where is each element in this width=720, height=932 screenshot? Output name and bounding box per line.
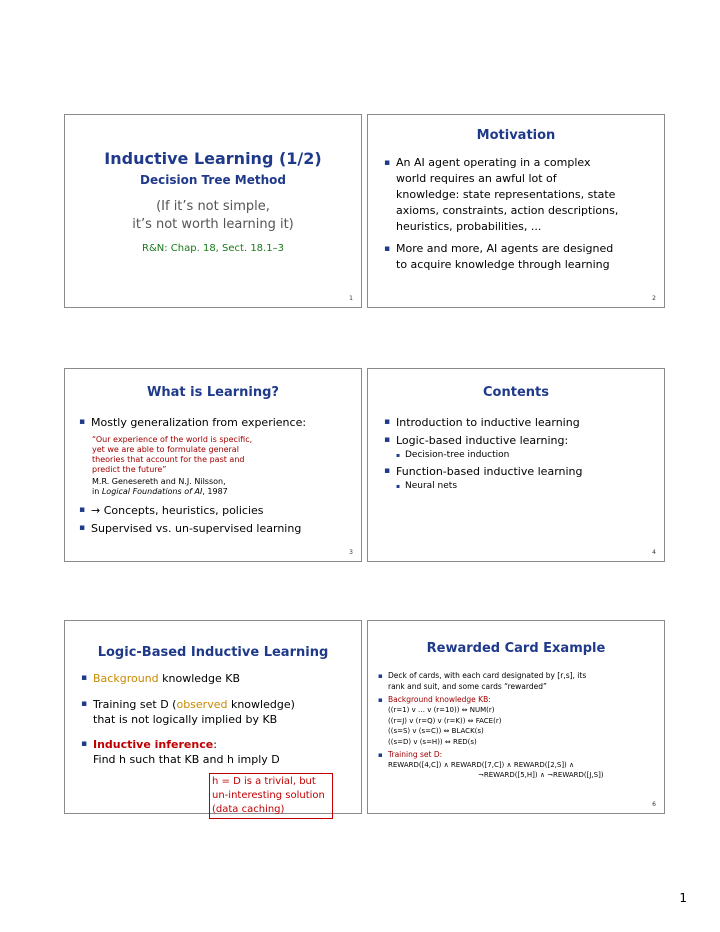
- bullet-2-line: ▪ More and more, AI agents are designed: [396, 242, 614, 255]
- bullet-1: ▪ Mostly generalization from experience:: [91, 415, 306, 430]
- bullet-1-rest: knowledge KB: [158, 672, 241, 685]
- slide-number: 6: [652, 801, 656, 808]
- text: knowledge): [227, 698, 295, 711]
- sub-bullet-1: ▪ Decision-tree induction: [405, 449, 509, 462]
- bullet-2: ▪ → Concepts, heuristics, policies: [91, 503, 264, 518]
- bullet-3: ▪ Supervised vs. un-supervised learning: [91, 521, 301, 536]
- sub-bullet-2: ▪ Neural nets: [405, 480, 457, 493]
- kb-line: ((r=1) v … v (r=10)) ⇔ NUM(r): [388, 706, 495, 714]
- kb-line: ((r=J) v (r=Q) v (r=K)) ⇔ FACE(r): [388, 716, 502, 725]
- observed-word: observed: [176, 698, 228, 711]
- bullet-3-line: [93, 737, 280, 752]
- quote-line: “Our experience of the world is specific,: [92, 435, 253, 444]
- quote-line: predict the future”: [92, 465, 167, 474]
- note-line: (data caching): [212, 804, 285, 815]
- slide-title: Logic-Based Inductive Learning: [97, 645, 329, 660]
- slide-number: 3: [349, 549, 353, 556]
- bullet-2: ▪ Logic-based inductive learning:: [396, 433, 568, 448]
- text: Training set D (: [93, 698, 177, 711]
- bullet-1-line: heuristics, probabilities, ...: [396, 220, 542, 233]
- book-year: , 1987: [202, 487, 228, 496]
- bullet-3: [93, 737, 280, 767]
- bullet-3: ▪ Training set D:: [388, 750, 442, 761]
- note-box: [209, 773, 333, 819]
- kb-line: ((s=D) v (s=H)) ⇔ RED(s): [388, 737, 477, 746]
- book-title: Logical Foundations of AI: [101, 487, 203, 496]
- slide-2: [367, 114, 665, 308]
- quote-attribution: [92, 477, 228, 497]
- bullet-2-line: [93, 697, 295, 712]
- quote-line: theories that account for the past and: [92, 455, 245, 464]
- bullet-1-line: ▪ Deck of cards, with each card designated by [r,s], its: [388, 671, 587, 680]
- training-line-1: REWARD([4,C]) ∧ REWARD([7,C]) ∧ REWARD([2,S]) ∧: [388, 761, 575, 769]
- slide-title: Contents: [483, 385, 549, 400]
- page-number: 1: [679, 891, 687, 905]
- quote-line: yet we are able to formulate general: [92, 445, 239, 454]
- background-word: Background: [93, 672, 159, 685]
- bullet-1-line: axioms, constraints, action descriptions,: [396, 204, 619, 217]
- bullet-3: ▪ Function-based inductive learning: [396, 464, 583, 479]
- bullet-1: ▪ Introduction to inductive learning: [396, 415, 580, 430]
- slide-5: [64, 620, 362, 814]
- author: M.R. Genesereth and N.J. Nilsson,: [92, 477, 226, 486]
- bullet-3-line: Find h such that KB and h imply D: [93, 753, 280, 766]
- slide-title: Motivation: [476, 128, 556, 143]
- slide-3: [64, 368, 362, 562]
- slide-number: 1: [349, 295, 353, 302]
- bullet-2-line: that is not logically implied by KB: [93, 713, 278, 726]
- text: :: [213, 738, 217, 751]
- slide-title: Rewarded Card Example: [426, 641, 606, 656]
- bullet-1-line: knowledge: state representations, state: [396, 188, 616, 201]
- inductive-inference-term: Inductive inference: [93, 738, 214, 751]
- training-line-2: ¬REWARD([5,H]) ∧ ¬REWARD([J,S]): [478, 771, 604, 779]
- slide-1: [64, 114, 362, 308]
- slide-number: 4: [652, 549, 656, 556]
- kb-line: ((s=S) v (s=C)) ⇔ BLACK(s): [388, 727, 484, 735]
- kb-formulas: [388, 705, 501, 747]
- bullet-1-line: rank and suit, and some cards “rewarded”: [388, 681, 547, 691]
- bullet-2: [396, 241, 613, 273]
- slide-6: [367, 620, 665, 814]
- bullet-2: ▪ Background knowledge KB:: [388, 695, 491, 706]
- bullet-2: [93, 697, 295, 727]
- bullet-1: [93, 671, 240, 686]
- slide-title: What is Learning?: [147, 385, 279, 400]
- note-line: un-interesting solution: [212, 790, 325, 801]
- quote-line-2: it’s not worth learning it): [132, 217, 294, 232]
- bullet-1-line: world requires an awful lot of: [396, 172, 557, 185]
- slide-number: 2: [652, 295, 656, 302]
- slide-title: Inductive Learning (1/2): [104, 149, 322, 168]
- bullet-1: [388, 671, 586, 692]
- book-prefix: in: [92, 487, 102, 496]
- bullet-1-line: ▪ An AI agent operating in a complex: [396, 156, 591, 169]
- reference: R&N: Chap. 18, Sect. 18.1–3: [142, 243, 284, 254]
- quote: [92, 435, 252, 475]
- slide-4: [367, 368, 665, 562]
- slide-subtitle: Decision Tree Method: [140, 173, 286, 187]
- bullet-1: [396, 155, 618, 235]
- book-line: [92, 487, 228, 497]
- note-line: h = D is a trivial, but: [212, 776, 316, 787]
- bullet-2-line: to acquire knowledge through learning: [396, 258, 610, 271]
- quote-line-1: (If it’s not simple,: [156, 199, 270, 214]
